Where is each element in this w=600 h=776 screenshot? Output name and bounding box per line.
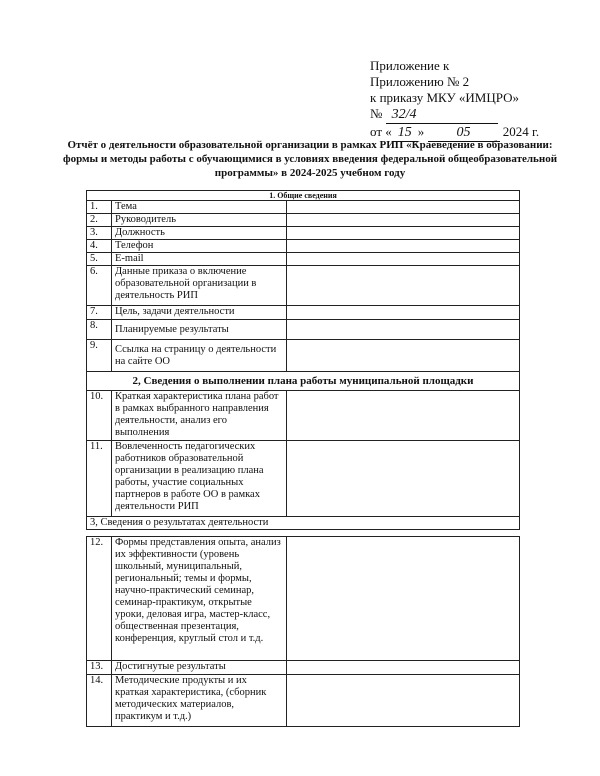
- row-value-cell[interactable]: [287, 214, 520, 227]
- row-value-cell[interactable]: [287, 320, 520, 340]
- section-2-title: 2, Сведения о выполнении плана работы муниципальной площадки: [87, 372, 520, 391]
- row-label: Ссылка на страницу о деятельности на сайте ОО: [112, 340, 287, 372]
- section-1-header: [87, 191, 520, 201]
- row-value-cell[interactable]: [287, 537, 520, 661]
- table-row: [87, 661, 520, 675]
- row-number: 6.: [87, 266, 112, 306]
- row-number: 8.: [87, 320, 112, 340]
- date-year: 2024 г.: [502, 124, 540, 139]
- appendix-block: [370, 58, 539, 142]
- table-row: [87, 227, 520, 240]
- row-label: Тема: [112, 201, 287, 214]
- row-number: 4.: [87, 240, 112, 253]
- row-number: 1.: [87, 201, 112, 214]
- section-3-header: [87, 517, 520, 530]
- row-number: 9.: [87, 340, 112, 372]
- row-label: Телефон: [112, 240, 287, 253]
- row-value-cell[interactable]: [287, 340, 520, 372]
- appendix-line-1: Приложение к: [370, 58, 450, 73]
- row-label: Формы представления опыта, анализ их эффективности (уровень школьный, муниципальный, региональный; темы и формы, научно-практический семинар, семинар-практикум, открытые уроки, деловая игра, мастер-класс, общественная презентация, конференция, круглый стол и т.д.: [112, 537, 287, 661]
- section-1-title: 1. Общие сведения: [87, 191, 520, 201]
- order-number-line: [370, 106, 539, 124]
- table-row: [87, 675, 520, 727]
- row-label: E-mail: [112, 253, 287, 266]
- row-value-cell[interactable]: [287, 306, 520, 320]
- row-number: 7.: [87, 306, 112, 320]
- table-row: [87, 441, 520, 517]
- order-number-handwritten: 32/4: [386, 107, 498, 124]
- row-value-cell[interactable]: [287, 661, 520, 675]
- appendix-line-2: Приложению № 2: [370, 74, 470, 89]
- order-number-prefix: №: [370, 106, 383, 121]
- table-row: [87, 306, 520, 320]
- row-number: 5.: [87, 253, 112, 266]
- section-3-title: 3, Сведения о результатах деятельности: [87, 517, 520, 530]
- row-value-cell[interactable]: [287, 201, 520, 214]
- row-label: Данные приказа о включение образовательной организации в деятельность РИП: [112, 266, 287, 306]
- report-title: Отчёт о деятельности образовательной организации в рамках РИП «Краеведение в образовании: формы и методы работы с обучающимися в условиях введения федеральной общеобразовательной программы» в 2024-2025 учебном году: [62, 139, 558, 179]
- row-value-cell[interactable]: [287, 675, 520, 727]
- row-value-cell[interactable]: [287, 441, 520, 517]
- row-number: 2.: [87, 214, 112, 227]
- row-label: Вовлеченность педагогических работников образовательной организации в реализацию плана работы, участие социальных партнеров в работе ОО в рамках деятельности РИП: [112, 441, 287, 517]
- row-number: 3.: [87, 227, 112, 240]
- row-number: 13.: [87, 661, 112, 675]
- row-label: Достигнутые результаты: [112, 661, 287, 675]
- date-day-handwritten: 15: [392, 125, 418, 142]
- date-month-handwritten: 05: [428, 125, 500, 142]
- table-row: [87, 266, 520, 306]
- row-value-cell[interactable]: [287, 227, 520, 240]
- table-row: [87, 253, 520, 266]
- row-label: Должность: [112, 227, 287, 240]
- table-row: [87, 214, 520, 227]
- row-number: 10.: [87, 391, 112, 441]
- date-prefix: от «: [370, 124, 392, 139]
- table-row: [87, 340, 520, 372]
- row-number: 11.: [87, 441, 112, 517]
- appendix-line-3: к приказу МКУ «ИМЦРО»: [370, 90, 520, 105]
- row-value-cell[interactable]: [287, 266, 520, 306]
- row-value-cell[interactable]: [287, 240, 520, 253]
- table-row: [87, 201, 520, 214]
- table-row: [87, 537, 520, 661]
- row-label: Методические продукты и их краткая характеристика, (сборник методических материалов, практикум и т.д.): [112, 675, 287, 727]
- table-row: [87, 320, 520, 340]
- table-row: [87, 240, 520, 253]
- row-value-cell[interactable]: [287, 253, 520, 266]
- row-number: 14.: [87, 675, 112, 727]
- row-label: Цель, задачи деятельности: [112, 306, 287, 320]
- row-label: Руководитель: [112, 214, 287, 227]
- section-2-header: [87, 372, 520, 391]
- report-table: [86, 190, 520, 530]
- row-value-cell[interactable]: [287, 391, 520, 441]
- date-quote-close: »: [417, 124, 425, 139]
- row-number: 12.: [87, 537, 112, 661]
- results-table: [86, 536, 520, 727]
- table-row: [87, 391, 520, 441]
- row-label: Краткая характеристика плана работ в рамках выбранного направления деятельности, анализ его выполнения: [112, 391, 287, 441]
- row-label: Планируемые результаты: [112, 320, 287, 340]
